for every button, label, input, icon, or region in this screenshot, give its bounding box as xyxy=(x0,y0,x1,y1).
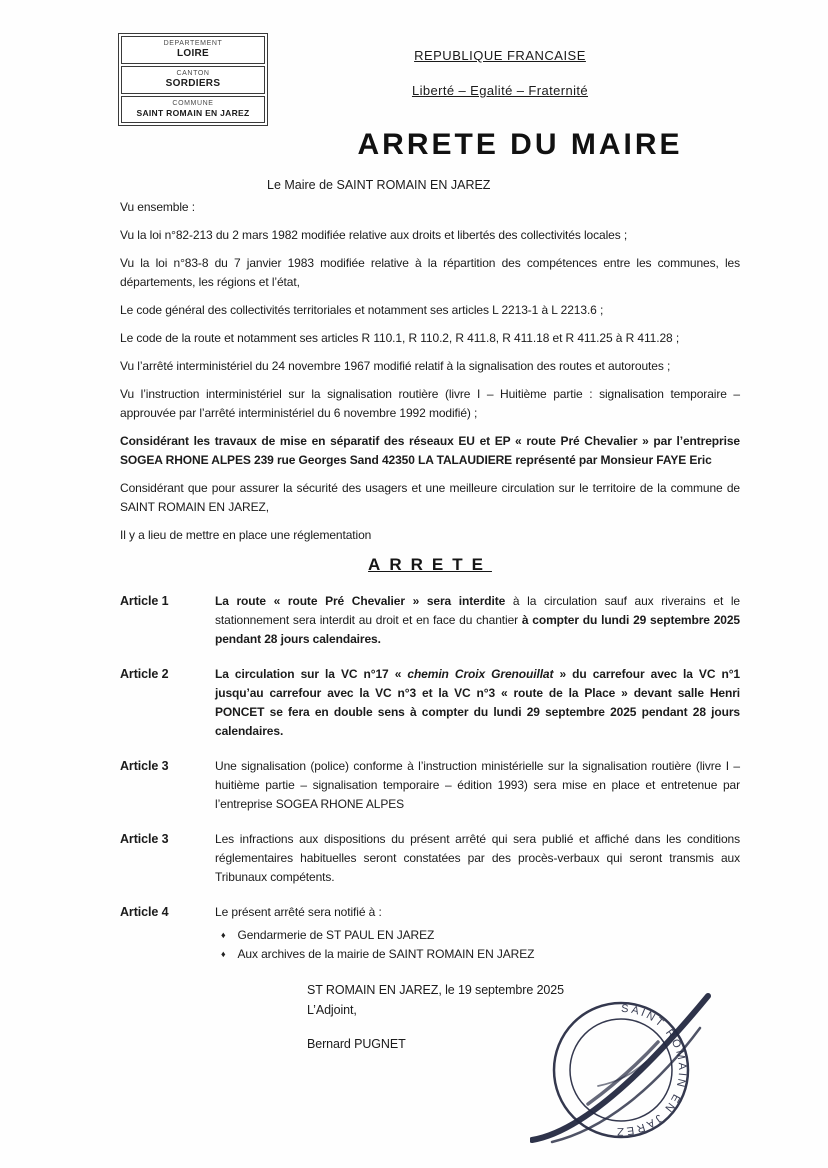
article-text xyxy=(215,592,740,649)
text-segment: chemin Croix Grenouillat xyxy=(407,667,554,681)
list-item-text: Gendarmerie de ST PAUL EN JAREZ xyxy=(237,928,435,942)
article xyxy=(120,830,740,887)
signatory-name: Bernard PUGNET xyxy=(307,1037,406,1051)
preamble-paragraph xyxy=(120,432,740,470)
commune-cell xyxy=(121,96,265,123)
decree-title: ARRETE DU MAIRE xyxy=(357,128,683,161)
text-segment: Une signalisation (police) conforme à l’instruction ministérielle sur la signalisation routière (livre I – huitième partie – signalisation temporaire – édition 1993) sera mise en place et entretenue par l’entreprise SOGEA RHONE ALPES xyxy=(215,759,740,811)
commune-info-box xyxy=(118,33,268,126)
republic-motto: Liberté – Egalité – Fraternité xyxy=(411,83,589,98)
article-label: Article 2 xyxy=(120,667,169,681)
article-label: Article 1 xyxy=(120,594,169,608)
text-segment: Vu ensemble : xyxy=(120,200,195,214)
text-segment: » du carrefour avec la VC n°1 jusqu’au carrefour avec la VC n°3 et la VC n°3 « route de la Place » devant salle Henri PONCET se fera en double sens à compter du lundi 29 septembre 2025 pendant 28 jours calendaires. xyxy=(215,667,740,738)
preamble-paragraph xyxy=(120,226,740,245)
document-body xyxy=(120,198,740,1054)
text-segment: Vu l’arrêté interministériel du 24 novembre 1967 modifié relatif à la signalisation des routes et autoroutes ; xyxy=(120,359,671,373)
list-item xyxy=(215,945,740,964)
text-segment: Vu la loi n°83-8 du 7 janvier 1983 modifiée relative à la répartition des compétences entre les communes, les départements, les régions et l’état, xyxy=(120,256,740,289)
diamond-bullet-icon: ♦ xyxy=(221,949,226,959)
signatory-role: L’Adjoint, xyxy=(307,1003,357,1017)
articles xyxy=(120,592,740,964)
preamble-paragraph xyxy=(120,357,740,376)
article-label: Article 3 xyxy=(120,759,169,773)
text-segment: La circulation sur la VC n°17 « xyxy=(215,667,408,681)
article xyxy=(120,757,740,814)
canton-label: CANTON xyxy=(176,70,210,77)
text-segment: Les infractions aux dispositions du présent arrêté qui sera publié et affiché dans les conditions réglementaires habituelles seront constatées par des procès-verbaux qui seront transmis aux Tribunaux compétents. xyxy=(215,832,740,884)
text-segment: Il y a lieu de mettre en place une réglementation xyxy=(120,528,372,542)
text-segment: Le code de la route et notamment ses articles R 110.1, R 110.2, R 411.8, R 411.18 et R 411.25 à R 411.28 ; xyxy=(120,331,680,345)
text-segment: Vu l’instruction interministériel sur la signalisation routière (livre I – Huitième partie : signalisation temporaire – approuvée par l’arrêté interministériel du 6 novembre 1992 modifié) ; xyxy=(120,387,740,420)
republic-header xyxy=(280,48,720,98)
article-label: Article 3 xyxy=(120,832,169,846)
text-segment: à la circulation sauf aux riverains et le stationnement sera interdit au droit et en face du chantier xyxy=(215,594,740,627)
text-segment: à compter du lundi 29 septembre 2025 pendant 28 jours calendaires. xyxy=(215,613,740,646)
text-segment: Vu la loi n°82-213 du 2 mars 1982 modifiée relative aux droits et libertés des collectivités locales ; xyxy=(120,228,628,242)
text-segment: La route « route Pré Chevalier » sera interdite xyxy=(215,594,506,608)
stamp-rim-text: SAINT ROMAIN EN JAREZ xyxy=(614,1002,689,1138)
text-segment: Considérant les travaux de mise en séparatif des réseaux EU et EP « route Pré Chevalier » par l’entreprise SOGEA RHONE ALPES 239 rue Georges Sand 42350 LA TALAUDIERE représenté par Monsieur FAYE Eric xyxy=(120,434,740,467)
canton-value: SORDIERS xyxy=(165,78,221,89)
article-text xyxy=(215,665,740,741)
canton-cell xyxy=(121,66,265,94)
commune-label: COMMUNE xyxy=(172,100,214,107)
notification-list xyxy=(215,926,740,964)
list-item-text: Aux archives de la mairie de SAINT ROMAIN EN JAREZ xyxy=(237,947,535,961)
preamble-paragraph xyxy=(120,198,740,217)
official-stamp xyxy=(530,990,712,1150)
issuer-line: Le Maire de SAINT ROMAIN EN JAREZ xyxy=(267,178,491,192)
preamble xyxy=(120,198,740,545)
article-label: Article 4 xyxy=(120,905,169,919)
departement-label: DEPARTEMENT xyxy=(163,40,223,47)
list-item xyxy=(215,926,740,945)
place-date-line: ST ROMAIN EN JAREZ, le 19 septembre 2025 xyxy=(307,983,564,997)
preamble-paragraph xyxy=(120,329,740,348)
preamble-paragraph xyxy=(120,385,740,423)
article-text xyxy=(215,757,740,814)
arrete-heading: ARRETE xyxy=(368,555,492,574)
text-segment: Le code général des collectivités territoriales et notamment ses articles L 2213-1 à L 2213.6 ; xyxy=(120,303,604,317)
article-text xyxy=(215,903,740,964)
article xyxy=(120,665,740,741)
preamble-paragraph xyxy=(120,301,740,320)
text-segment: Considérant que pour assurer la sécurité des usagers et une meilleure circulation sur le territoire de la commune de SAINT ROMAIN EN JAREZ, xyxy=(120,481,740,514)
preamble-paragraph xyxy=(120,479,740,517)
preamble-paragraph xyxy=(120,526,740,545)
article xyxy=(120,592,740,649)
preamble-paragraph xyxy=(120,254,740,292)
article xyxy=(120,903,740,964)
commune-value: SAINT ROMAIN EN JAREZ xyxy=(136,108,250,118)
republic-title: REPUBLIQUE FRANCAISE xyxy=(414,48,586,63)
departement-cell xyxy=(121,36,265,64)
article-text xyxy=(215,830,740,887)
departement-value: LOIRE xyxy=(176,48,210,59)
diamond-bullet-icon: ♦ xyxy=(221,930,226,940)
text-segment: Le présent arrêté sera notifié à : xyxy=(215,905,382,919)
